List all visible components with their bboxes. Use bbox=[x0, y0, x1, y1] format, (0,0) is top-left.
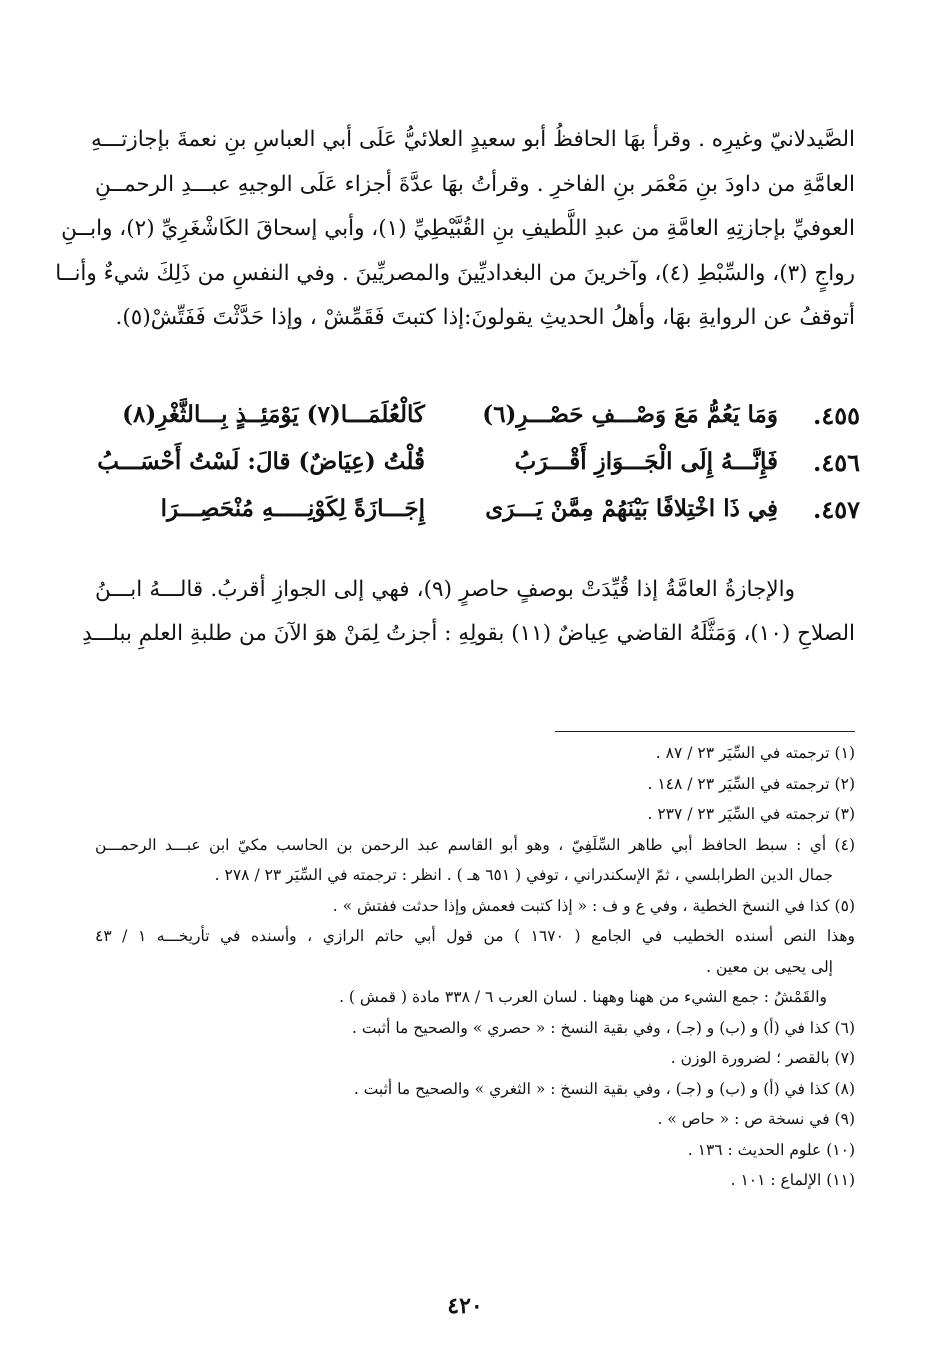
footnote: (٨) كذا في (أ) و (ب) و (جـ) ، وفي بقية النسخ : « الثغري » والصحيح ما أثبت . bbox=[353, 1079, 855, 1098]
verse-first-hemistich: وَمَا يَعُمُّ مَعَ وَصْـــفِ حَصْـــرِ(٦) bbox=[482, 401, 778, 428]
footnote-continuation: والقَمْشُ : جمع الشيء من ههنا وههنا . لسان العرب ٦ / ٣٣٨ مادة ( قمش ) . bbox=[339, 988, 827, 1006]
verse-block bbox=[95, 395, 860, 536]
verse-second-hemistich: إِجَـــازَةً لِكَوْنِـــــهِ مُنْحَصِـــرَا bbox=[160, 495, 425, 522]
verse-second-hemistich: كَالْعُلَمَـــا(٧) يَوْمَئِــذٍ بِـــالثَّغْرِ(٨) bbox=[122, 401, 425, 428]
footnote: (٤) أي : سبط الحافظ أبي طاهر السِّلَفِيّ ، وهو أبو القاسم عبد الرحمن بن الحاسب مكيّ ابن عبـــد الرحمـــن bbox=[95, 835, 855, 854]
footnote-continuation: جمال الدين الطرابلسي ، ثمّ الإسكندراني ، توفي ( ٦٥١ هـ ) . انظر : ترجمته في السِّيَر ٢٣ / ٢٧٨ . bbox=[214, 866, 833, 884]
page-number: ٤٢٠ bbox=[447, 1293, 483, 1319]
footnote-continuation: وهذا النص أسنده الخطيب في الجامع ( ١٦٧٠ ) من قول أبي حاتم الرازي ، وأسنده في تأريخـــه ١ / ٤٣ bbox=[95, 927, 855, 945]
verse-457 bbox=[95, 489, 860, 536]
text-line: الصَّيدلانيّ وغيرِه . وقرأ بهَا الحافظُ أبو سعيدٍ العلائيُّ عَلَى أبي العباسِ بنِ نعمةَ بإجازتـــهِ bbox=[90, 127, 855, 152]
verse-number: ٤٥٦. bbox=[812, 448, 860, 477]
text-line: العوفيِّ بإجازتِهِ العامَّةِ من عبدِ اللَّطيفِ بنِ القُبَّيْطِيِّ (١)، وأبي إسحاقَ الكَاشْغَرِيِّ (٢)، وابــنِ bbox=[61, 216, 855, 241]
footnote: (٦) كذا في (أ) و (ب) و (جـ) ، وفي بقية النسخ : « حصري » والصحيح ما أثبت . bbox=[352, 1018, 855, 1037]
footnote: (٣) ترجمته في السِّيَر ٢٣ / ٢٣٧ . bbox=[647, 805, 855, 823]
text-line: والإجازةُ العامَّةُ إذا قُيِّدَتْ بوصفٍ حاصرٍ (٩)، فهي إلى الجوازِ أقربُ. قالـــهُ ابـــنُ bbox=[95, 577, 795, 602]
footnote: (٧) بالقصر ؛ لضرورة الوزن . bbox=[670, 1049, 855, 1067]
verse-first-hemistich: فَإِنَّـــهُ إِلَى الْجَـــوَازِ أَقْـــرَبُ bbox=[514, 448, 778, 475]
text-line: الصلاحِ (١٠)، وَمَثَّلَهُ القاضي عِياضٌ (١١) بقولِهِ : أجزتُ لِمَنْ هوَ الآنَ من طلبةِ العلمِ ببلـــدِ bbox=[82, 621, 855, 646]
body-paragraph-2 bbox=[82, 568, 855, 656]
verse-456 bbox=[95, 442, 860, 489]
footnote-separator bbox=[555, 731, 855, 732]
footnote: (١) ترجمته في السِّيَر ٢٣ / ٨٧ . bbox=[655, 744, 855, 762]
footnotes bbox=[95, 738, 855, 1196]
verse-number: ٤٥٧. bbox=[812, 495, 860, 524]
text-line: رواجٍ (٣)، والسِّبْطِ (٤)، وآخرينَ من البغداديِّينَ والمصريِّينَ . وفي النفسِ من ذَلِكَ شيءٌ وأنــا bbox=[55, 260, 855, 286]
verse-number: ٤٥٥. bbox=[812, 401, 860, 430]
footnote: (١٠) علوم الحديث : ١٣٦ . bbox=[687, 1140, 855, 1159]
footnote-continuation: إلى يحيى بن معين . bbox=[706, 957, 833, 976]
footnote: (٢) ترجمته في السِّيَر ٢٣ / ١٤٨ . bbox=[647, 774, 855, 793]
text-line: العامَّةِ من داودَ بنِ مَعْمَر بنِ الفاخرِ . وقرأتُ بهَا عدَّةَ أجزاء عَلَى الوجيهِ عبـــدِ الرحمــنِ bbox=[95, 171, 855, 197]
verse-455 bbox=[95, 395, 860, 442]
body-paragraph bbox=[55, 118, 855, 341]
footnote: (٩) في نسخة ص : « حاص » . bbox=[657, 1110, 855, 1128]
text-line: أتوقفُ عن الروايةِ بهَا، وأهلُ الحديثِ يقولونَ:إذا كتبتَ فَقَمِّشْ ، وإذا حَدَّثْتَ فَفَتِّشْ(٥). bbox=[115, 305, 855, 330]
footnote: (١١) الإلماع : ١٠١ . bbox=[730, 1171, 855, 1189]
verse-second-hemistich: قُلْتُ (عِيَاضٌ) قالَ: لَسْتُ أَحْسَـــبُ bbox=[97, 448, 425, 475]
verse-first-hemistich: فِي ذَا اخْتِلافًا بَيْنَهُمْ مِمَّنْ يَـــرَى bbox=[485, 495, 778, 522]
footnote: (٥) كذا في النسخ الخطية ، وفي ع و ف : « إذا كتبت فعمش وإذا حدثت ففتش » . bbox=[332, 896, 855, 915]
